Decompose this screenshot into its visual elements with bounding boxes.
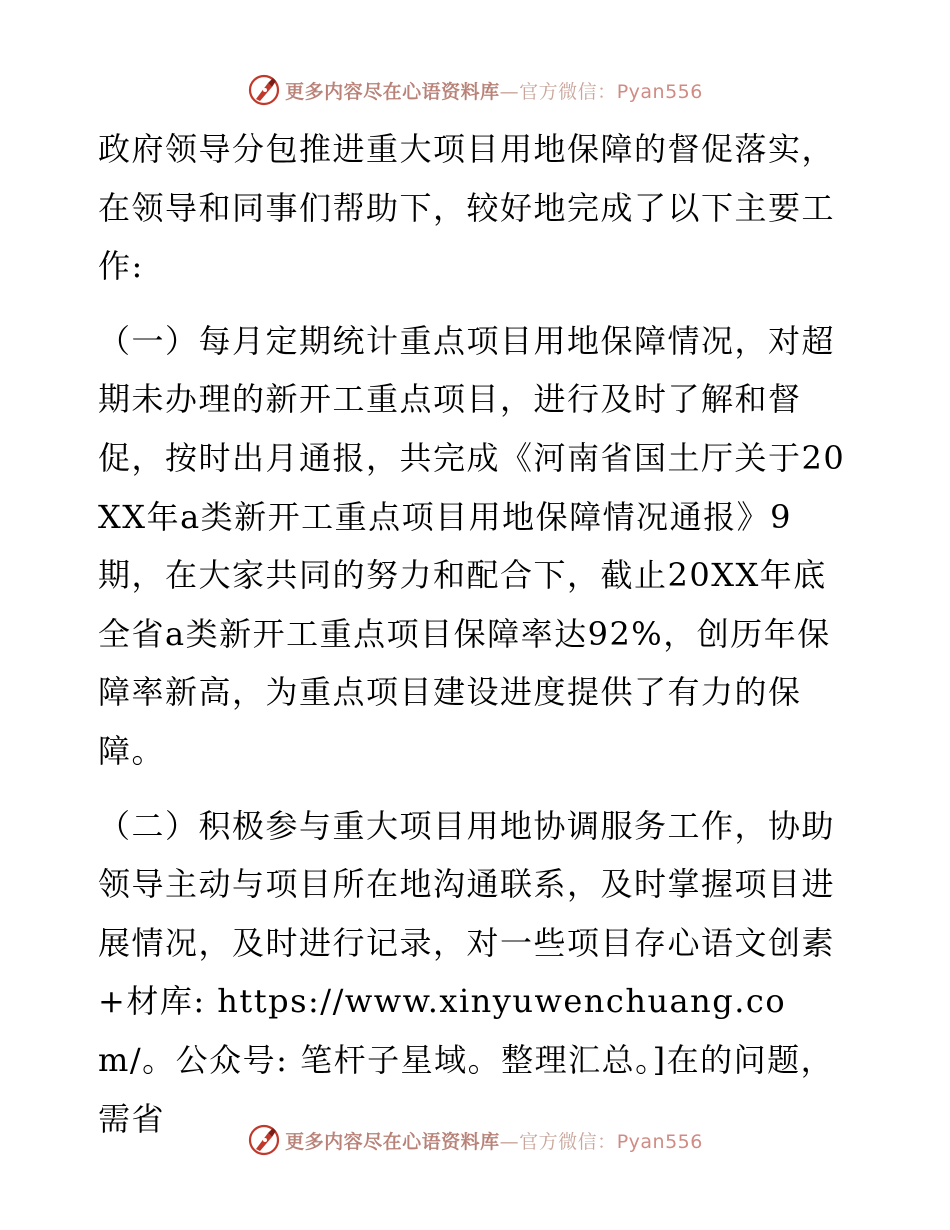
footer-banner bbox=[0, 1120, 950, 1160]
footer-banner-dash: — bbox=[499, 1130, 520, 1153]
paragraph-1: 政府领导分包推进重大项目用地保障的督促落实，在领导和同事们帮助下，较好地完成了以下主要工作: bbox=[98, 130, 836, 286]
header-banner bbox=[0, 70, 950, 110]
header-banner-dash: — bbox=[499, 80, 520, 103]
header-banner-main-text: 更多内容尽在心语资料库 bbox=[285, 80, 500, 103]
header-banner-wechat-label: 官方微信： bbox=[519, 80, 617, 103]
header-banner-text bbox=[285, 77, 703, 104]
pen-nib-logo-icon bbox=[247, 1123, 281, 1157]
footer-banner-wechat-label: 官方微信： bbox=[519, 1130, 617, 1153]
footer-banner-text bbox=[285, 1127, 703, 1154]
footer-banner-main-text: 更多内容尽在心语资料库 bbox=[285, 1130, 500, 1153]
paragraph-3: （二）积极参与重大项目用地协调服务工作，协助领导主动与项目所在地沟通联系，及时掌握项目进展情况，及时进行记录，对一些项目存心语文创素+材库: https://www.xinyuwenchuang.com/。公众号: 笔杆子星域。整理汇总。]在的问题，需省 bbox=[98, 806, 836, 1138]
footer-banner-wechat-id: Pyan556 bbox=[616, 1130, 703, 1153]
paragraph-2: （一）每月定期统计重点项目用地保障情况，对超期未办理的新开工重点项目，进行及时了解和督促，按时出月通报，共完成《河南省国土厅关于20XX年a类新开工重点项目用地保障情况通报》9期，在大家共同的努力和配合下，截止20XX年底全省a类新开工重点项目保障率达92%，创历年保障率新高，为重点项目建设进度提供了有力的保障。 bbox=[98, 321, 846, 770]
pen-nib-logo-icon bbox=[247, 73, 281, 107]
document-body bbox=[98, 120, 858, 1148]
header-banner-wechat-id: Pyan556 bbox=[616, 80, 703, 103]
